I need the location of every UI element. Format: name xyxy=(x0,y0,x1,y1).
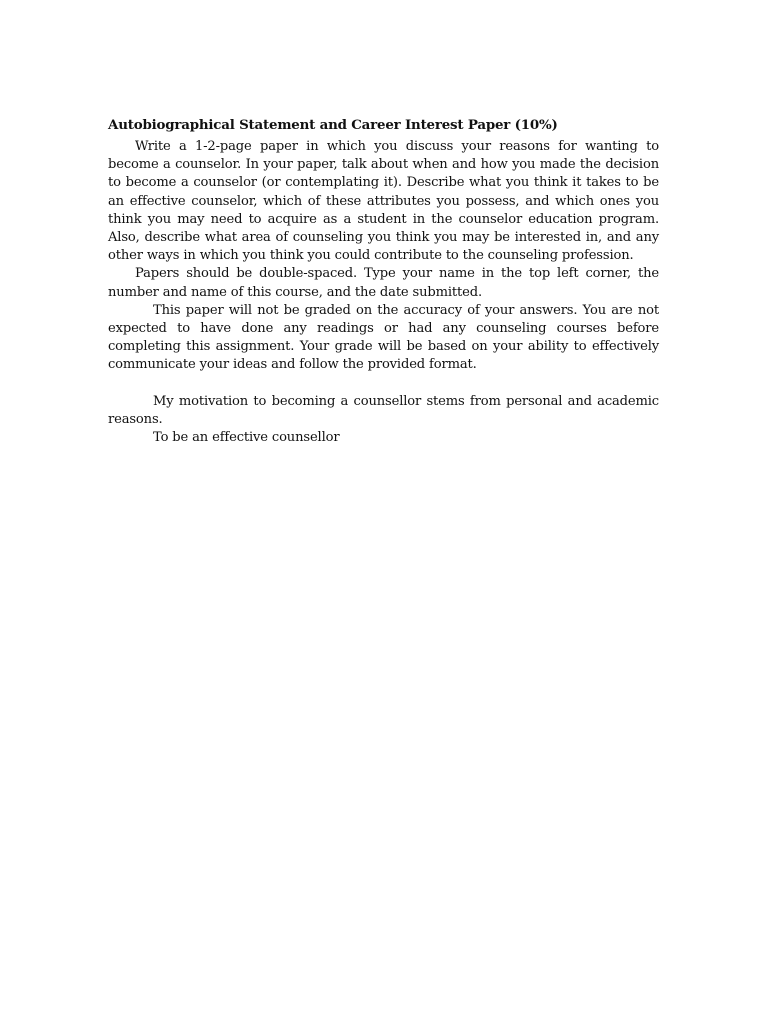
instructions-paragraph-1: Write a 1-2-page paper in which you discuss your reasons for wanting to become a counselor. In your paper, talk about when and how you made the decision to become a counselor (or contemplating it). Describe what you think it takes to be an effective counselor, which of these attributes you possess, and which ones you think you may need to acquire as a student in the counselor education program. Also, describe what area of counseling you think you may be interested in, and any other ways in which you think you could contribute to the counseling profession. xyxy=(108,139,659,264)
response-paragraph-2: To be an effective counsellor xyxy=(153,430,340,446)
document-title: Autobiographical Statement and Career Interest Paper (10%) xyxy=(108,117,558,133)
response-paragraph-1: My motivation to becoming a counsellor stems from personal and academic reasons. xyxy=(108,393,659,427)
instructions-paragraph-2: Papers should be double-spaced. Type your name in the top left corner, the number and name of this course, and the date submitted. xyxy=(108,266,659,300)
document-page xyxy=(108,116,659,447)
blank-line xyxy=(108,375,659,393)
instructions-paragraph-3: This paper will not be graded on the accuracy of your answers. You are not expected to have done any readings or had any counseling courses before completing this assignment. Your grade will be based on your ability to effectively communicate your ideas and follow the provided format. xyxy=(108,302,659,373)
